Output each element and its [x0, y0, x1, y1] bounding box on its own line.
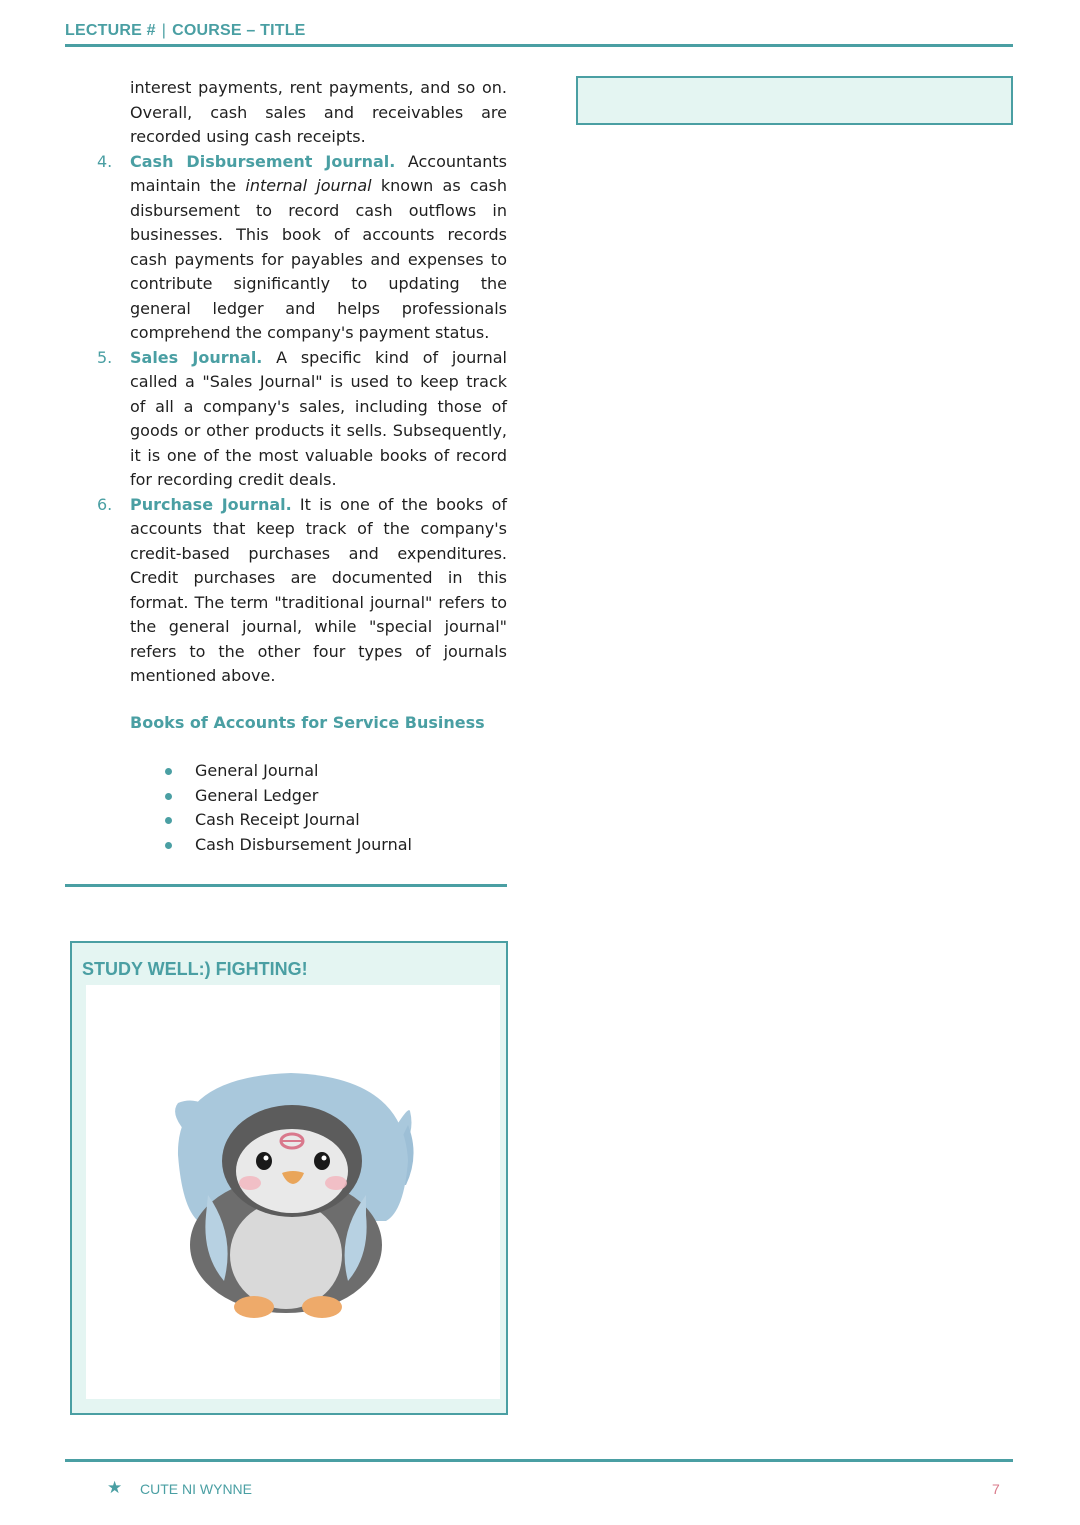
bullet-item — [65, 808, 507, 833]
page-header — [65, 22, 306, 40]
item-number: 6. — [97, 494, 113, 514]
item-text: known as cash disbursement to record cash outflows in businesses. This book of accounts records cash payments for payables and expenses to contribute significantly to updating the general ledger and helps professionals comprehend the company's payment status. — [130, 176, 507, 342]
bullet-text: Cash Receipt Journal — [195, 810, 360, 829]
bullet-text: Cash Disbursement Journal — [195, 834, 412, 854]
term-sales-journal: Sales Journal. — [130, 347, 263, 367]
item-text: Accountants maintain the — [130, 151, 507, 195]
star-icon: ★ — [107, 1478, 123, 1498]
intro-paragraph: interest payments, rent payments, and so on. Overall, cash sales and receivables are recorded using cash receipts. — [130, 78, 507, 146]
term-purchase-journal: Purchase Journal. — [130, 494, 292, 514]
study-box-title: STUDY WELL:) FIGHTING! — [82, 959, 308, 979]
item-number: 4. — [97, 151, 113, 171]
section-heading: Books of Accounts for Service Business — [130, 712, 485, 732]
penguin-illustration — [86, 985, 500, 1399]
bullet-text: General Ledger — [195, 785, 319, 805]
service-books-list — [65, 759, 507, 857]
bullet-text: General Journal — [195, 761, 319, 780]
page-number: 7 — [992, 1481, 1000, 1497]
list-item-purchase-journal — [65, 493, 507, 689]
header-lecture: LECTURE # — [65, 22, 156, 39]
bullet-item — [65, 759, 507, 784]
main-column — [65, 76, 507, 857]
footer-author: CUTE NI WYNNE — [140, 1481, 252, 1497]
penguin-plush-photo — [86, 985, 500, 1399]
header-divider: | — [161, 22, 167, 39]
item-text: A specific kind of journal called a "Sales Journal" is used to keep track of all a company's sales, including those of goods or other products it sells. Subsequently, it is one of the most valuable books of record for recording credit deals. — [130, 347, 507, 489]
list-item-sales-journal — [65, 346, 507, 493]
item-emphasis: internal journal — [245, 176, 372, 195]
item-number: 5. — [97, 347, 113, 367]
bullet-icon — [165, 817, 172, 824]
bullet-item — [65, 833, 507, 858]
header-rule — [65, 44, 1013, 47]
list-item-cash-disbursement — [65, 150, 507, 346]
bullet-icon — [165, 842, 172, 849]
footer-rule — [65, 1459, 1013, 1462]
term-cash-disbursement: Cash Disbursement Journal. — [130, 151, 396, 171]
section-rule — [65, 884, 507, 887]
header-course-title: COURSE – TITLE — [172, 22, 306, 39]
study-box — [70, 941, 508, 1415]
bullet-icon — [165, 793, 172, 800]
bullet-item — [65, 784, 507, 809]
right-note-box — [576, 76, 1013, 125]
bullet-icon — [165, 768, 172, 775]
item-text: It is one of the books of accounts that keep track of the company's credit-based purchases and expenditures. Credit purchases are documented in this format. The term "traditional journal" refers to the general journal, while "special journal" refers to the other four types of journals mentioned above. — [130, 494, 507, 685]
